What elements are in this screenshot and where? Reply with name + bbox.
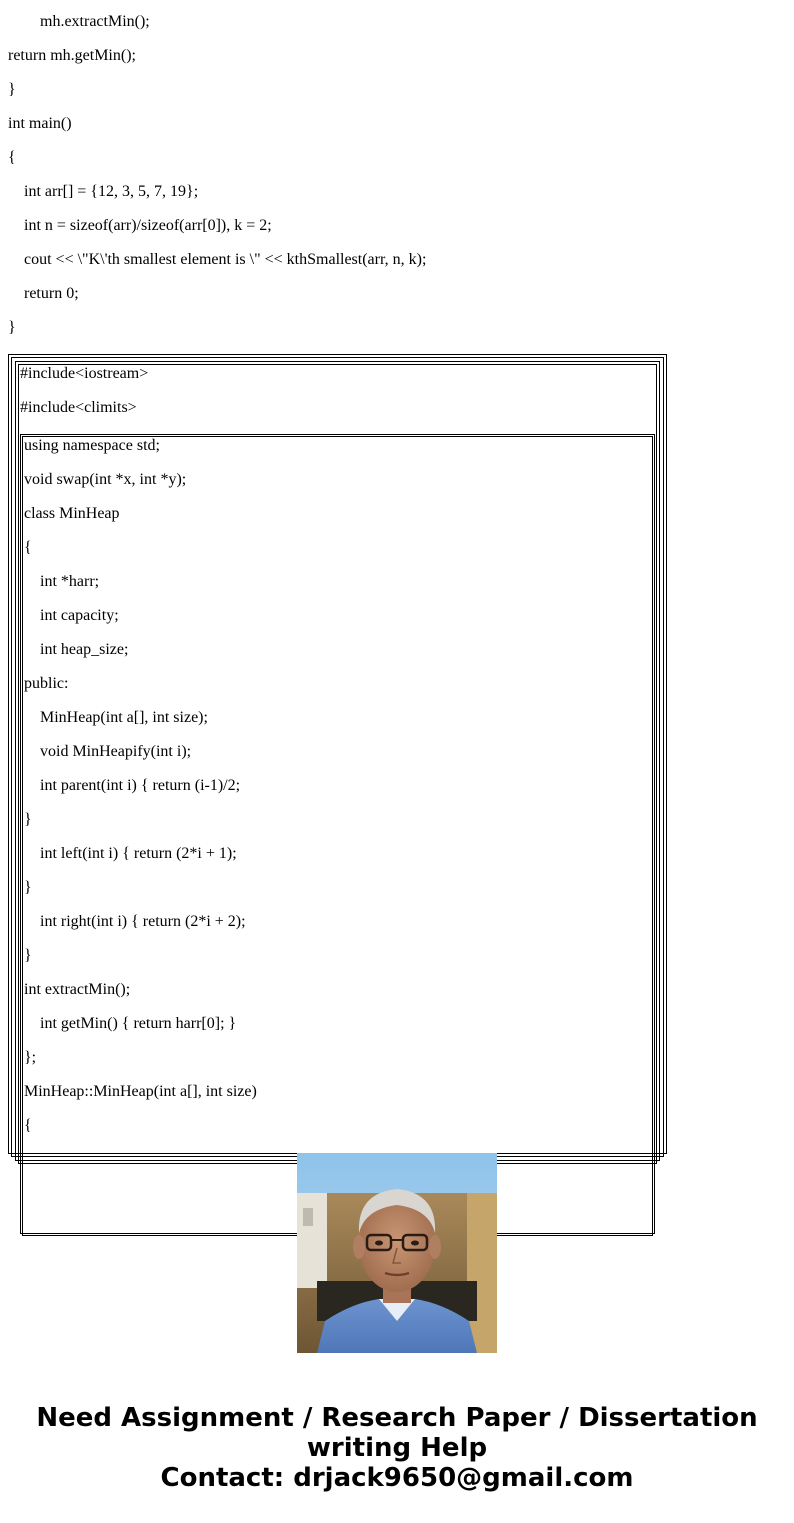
code-line: MinHeap(int a[], int size); [40,709,208,726]
code-line: { [24,539,32,556]
code-line: } [8,81,16,98]
code-line: cout << \"K\'th smallest element is \" << kthSmallest(arr, n, k); [24,251,427,268]
code-line: using namespace std; [24,437,160,454]
code-line: int capacity; [40,607,119,624]
code-line: } [24,879,32,896]
code-line: }; [24,1049,37,1066]
code-line: int n = sizeof(arr)/sizeof(arr[0]), k = 2; [24,217,272,234]
code-line: int heap_size; [40,641,129,658]
code-line: class MinHeap [24,505,120,522]
code-line: int parent(int i) { return (i-1)/2; [40,777,241,794]
code-line: public: [24,675,69,692]
code-line: int left(int i) { return (2*i + 1); [40,845,237,862]
portrait-image [297,1153,497,1353]
code-line: #include<iostream> [20,365,149,382]
code-line: int main() [8,115,72,132]
code-line: int right(int i) { return (2*i + 2); [40,913,246,930]
contact-email: Contact: drjack9650@gmail.com [160,1463,634,1493]
code-line: void swap(int *x, int *y); [24,471,187,488]
banner-line: writing Help [306,1433,488,1463]
code-line: int *harr; [40,573,100,590]
author-photo [297,1153,497,1353]
code-line: } [8,319,16,336]
table-border [22,436,653,1236]
code-line: } [24,811,32,828]
code-line: MinHeap::MinHeap(int a[], int size) [24,1083,257,1100]
contact-banner [0,1403,794,1493]
code-line: mh.extractMin(); [40,13,150,30]
code-line: return 0; [24,285,79,302]
code-line: } [24,947,32,964]
code-line: #include<climits> [20,399,137,416]
code-line: void MinHeapify(int i); [40,743,192,760]
code-line: return mh.getMin(); [8,47,136,64]
code-line: { [24,1117,32,1134]
code-line: int getMin() { return harr[0]; } [40,1015,237,1032]
banner-line: Need Assignment / Research Paper / Dissertation [36,1403,758,1433]
code-line: int extractMin(); [24,981,131,998]
code-line: int arr[] = {12, 3, 5, 7, 19}; [24,183,199,200]
code-line: { [8,149,16,166]
